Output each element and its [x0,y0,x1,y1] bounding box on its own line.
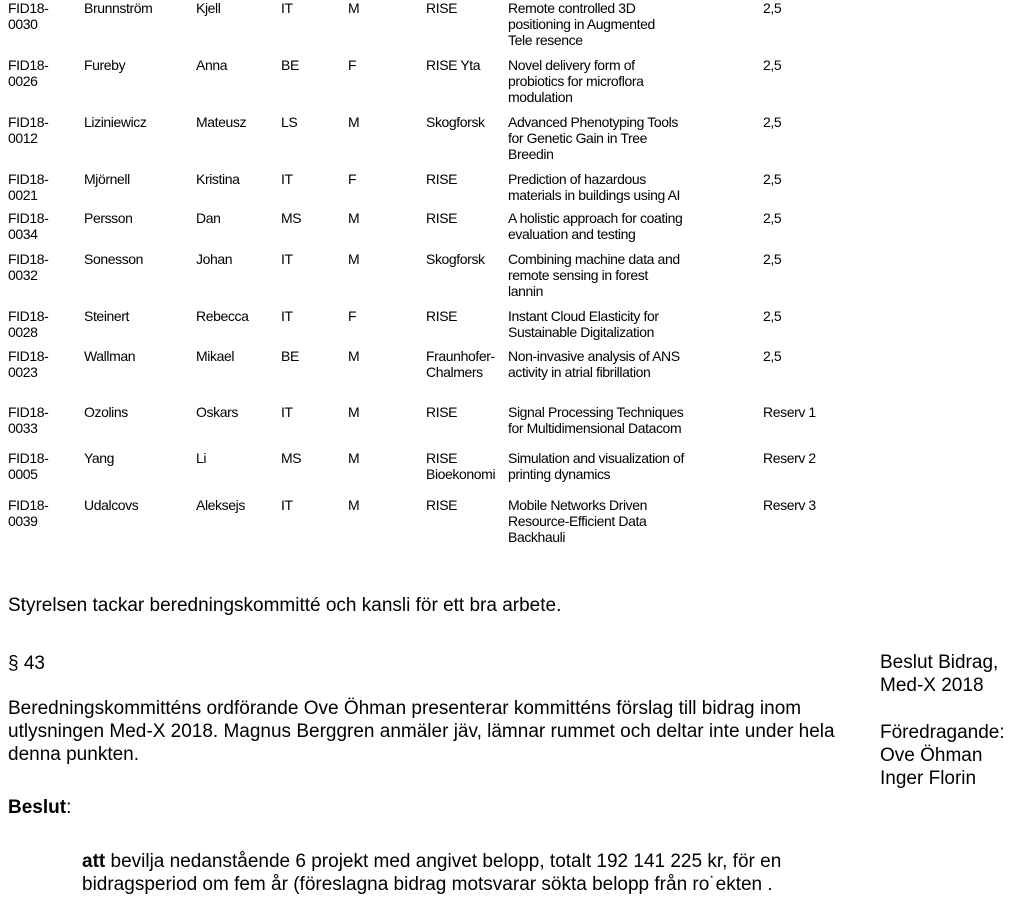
cell-institution: RISE [426,210,458,226]
cell-id: FID18- 0021 [8,171,49,203]
cell-amount: 2,5 [763,348,782,364]
cell-last-name: Ozolins [84,404,128,420]
decision-colon: : [66,797,72,818]
cell-amount: Reserv 3 [763,497,816,513]
cell-first-name: Rebecca [196,308,249,324]
cell-org-code: BE [281,57,299,73]
cell-gender: F [348,308,357,324]
cell-org-code: MS [281,210,302,226]
section-number: § 43 [8,653,45,674]
cell-org-code: IT [281,308,293,324]
cell-institution: RISE Yta [426,57,481,73]
cell-first-name: Anna [196,57,228,73]
cell-institution: RISE [426,171,458,187]
cell-org-code: IT [281,404,293,420]
cell-project-title: Advanced Phenotyping Tools for Genetic Gain in Tree Breedin [508,114,678,162]
cell-id: FID18- 0039 [8,497,49,529]
cell-last-name: Udalcovs [84,497,139,513]
cell-project-title: Simulation and visualization of printing dynamics [508,450,684,482]
presenters-label: Föredragande: [880,722,1005,743]
cell-institution: RISE [426,404,458,420]
cell-id: FID18- 0030 [8,0,49,32]
cell-first-name: Kjell [196,0,221,16]
presenter-1: Ove Öhman [880,745,983,766]
section-body: Beredningskommitténs ordförande Ove Öhman presenterar kommitténs förslag till bidrag inom utlysningen Med-X 2018. Magnus Berggren anmäler jäv, lämnar rummet och deltar inte under hela denna punkten. [8,698,835,765]
cell-id: FID18- 0028 [8,308,49,340]
cell-amount: 2,5 [763,57,782,73]
cell-gender: F [348,57,357,73]
cell-project-title: A holistic approach for coating evaluation and testing [508,210,683,242]
cell-first-name: Mikael [196,348,235,364]
cell-gender: F [348,171,357,187]
cell-first-name: Kristina [196,171,240,187]
cell-project-title: Combining machine data and remote sensing in forest lannin [508,251,680,299]
cell-gender: M [348,348,360,364]
cell-last-name: Fureby [84,57,126,73]
decision-label: Beslut [8,797,67,818]
cell-gender: M [348,114,360,130]
cell-org-code: IT [281,0,293,16]
cell-project-title: Signal Processing Techniques for Multidimensional Datacom [508,404,684,436]
cell-last-name: Steinert [84,308,130,324]
cell-org-code: BE [281,348,299,364]
cell-amount: 2,5 [763,114,782,130]
decision-heading [8,796,71,819]
cell-id: FID18- 0023 [8,348,49,380]
presenter-2: Inger Florin [880,768,977,789]
cell-institution: Skogforsk [426,251,485,267]
cell-id: FID18- 0032 [8,251,49,283]
cell-id: FID18- 0033 [8,404,49,436]
cell-last-name: Mjörnell [84,171,130,187]
cell-institution: RISE [426,497,458,513]
cell-institution: Fraunhofer- Chalmers [426,348,495,380]
cell-first-name: Li [196,450,207,466]
cell-gender: M [348,210,360,226]
cell-project-title: Instant Cloud Elasticity for Sustainable Digitalization [508,308,659,340]
cell-id: FID18- 0034 [8,210,49,242]
cell-amount: 2,5 [763,0,782,16]
cell-project-title: Remote controlled 3D positioning in Augmented Tele resence [508,0,655,48]
decision-text [82,850,852,896]
cell-gender: M [348,497,360,513]
cell-project-title: Mobile Networks Driven Resource-Efficient Data Backhauli [508,497,648,545]
cell-last-name: Wallman [84,348,136,364]
cell-gender: M [348,251,360,267]
cell-last-name: Persson [84,210,133,226]
cell-institution: RISE [426,0,458,16]
cell-amount: 2,5 [763,171,782,187]
cell-first-name: Oskars [196,404,238,420]
cell-id: FID18- 0005 [8,450,49,482]
cell-first-name: Aleksejs [196,497,245,513]
cell-gender: M [348,450,360,466]
cell-institution: RISE Bioekonomi [426,450,496,482]
cell-amount: 2,5 [763,251,782,267]
decision-body: bevilja nedanstående 6 projekt med angivet belopp, totalt 192 141 225 kr, för en bidragsperiod om fem år (föreslagna bidrag motsvarar sökta belopp från ro˙ekten . [82,851,782,895]
cell-amount: 2,5 [763,308,782,324]
cell-amount: Reserv 1 [763,404,816,420]
cell-id: FID18- 0012 [8,114,49,146]
cell-last-name: Brunnström [84,0,153,16]
cell-gender: M [348,0,360,16]
cell-amount: Reserv 2 [763,450,816,466]
cell-org-code: IT [281,251,293,267]
cell-project-title: Novel delivery form of probiotics for microflora modulation [508,57,644,105]
cell-first-name: Johan [196,251,233,267]
cell-last-name: Liziniewicz [84,114,147,130]
cell-first-name: Dan [196,210,221,226]
cell-institution: RISE [426,308,458,324]
cell-project-title: Non-invasive analysis of ANS activity in atrial fibrillation [508,348,680,380]
sidebar-heading: Beslut Bidrag, Med-X 2018 [880,652,999,696]
cell-org-code: IT [281,171,293,187]
cell-id: FID18- 0026 [8,57,49,89]
cell-org-code: IT [281,497,293,513]
cell-institution: Skogforsk [426,114,485,130]
cell-gender: M [348,404,360,420]
cell-project-title: Prediction of hazardous materials in buildings using AI [508,171,681,203]
cell-org-code: LS [281,114,298,130]
cell-last-name: Sonesson [84,251,144,267]
cell-org-code: MS [281,450,302,466]
cell-first-name: Mateusz [196,114,247,130]
cell-amount: 2,5 [763,210,782,226]
decision-lead: att [82,851,106,872]
cell-last-name: Yang [84,450,115,466]
thanks-text: Styrelsen tackar beredningskommitté och kansli för ett bra arbete. [8,595,562,616]
